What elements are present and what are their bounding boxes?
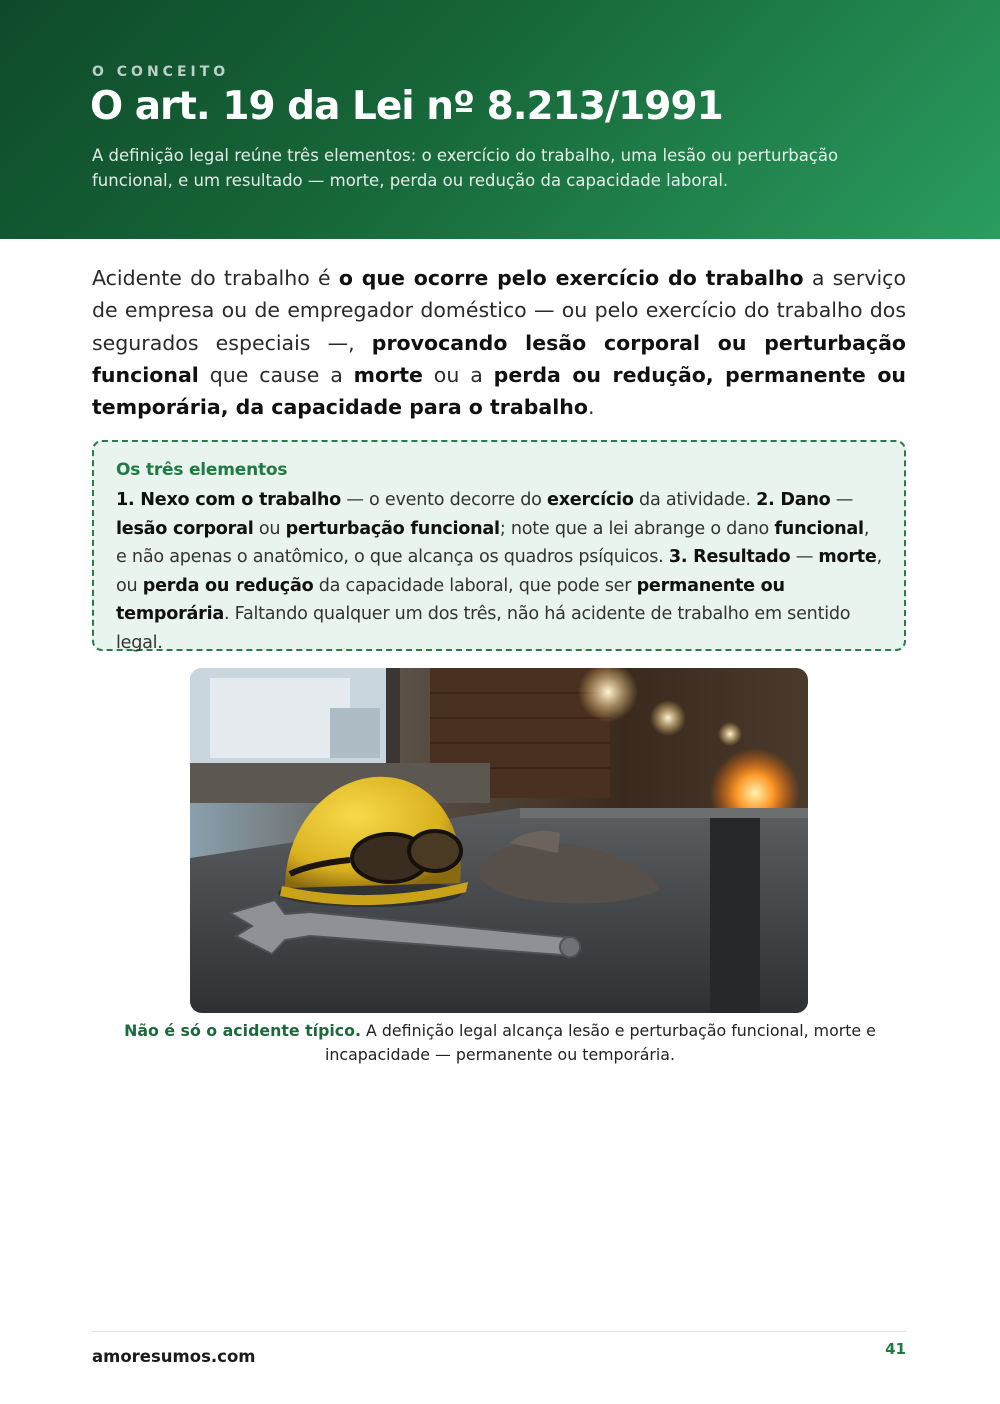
callout-body <box>116 486 884 657</box>
lead-text: que cause a <box>198 362 354 387</box>
three-elements-callout <box>92 440 906 651</box>
callout-emphasis: permanente ou temporária <box>116 575 785 624</box>
lead-text: Acidente do trabalho é <box>92 266 339 290</box>
lead-text: ou a <box>422 362 494 387</box>
chapter-header <box>0 0 1000 239</box>
callout-text: ou <box>253 518 286 539</box>
footer-divider <box>92 1331 906 1332</box>
caption-text: A definição legal alcança lesão e perturbação funcional, morte e incapacidade — permanente ou temporária. <box>325 1021 876 1064</box>
callout-emphasis: perturbação funcional <box>285 518 500 539</box>
caption-label: Não é só o acidente típico. <box>124 1021 362 1040</box>
callout-text: ; note que a lei abrange o dano <box>499 518 775 539</box>
callout-text: . Faltando qualquer um dos três, não há acidente de trabalho em sentido legal. <box>116 604 851 653</box>
figure-caption <box>120 1019 880 1067</box>
callout-text: , ou <box>116 547 882 596</box>
lead-emphasis: o que ocorre pelo exercício do trabalho <box>338 266 804 290</box>
callout-emphasis: exercício <box>547 490 634 510</box>
callout-emphasis: 3. Resultado <box>668 547 791 567</box>
footer-site-link[interactable]: amoresumos.com <box>92 1347 256 1366</box>
page-number: 41 <box>885 1340 906 1358</box>
lead-text: . <box>587 395 595 420</box>
callout-text: da atividade. <box>633 490 757 510</box>
callout-title: Os três elementos <box>116 460 288 480</box>
lead-emphasis: perda ou redução, permanente ou temporária, da capacidade para o trabalho <box>92 362 906 420</box>
callout-emphasis: funcional <box>774 518 864 539</box>
callout-emphasis: lesão corporal <box>116 518 254 539</box>
page-title: O art. 19 da Lei nº 8.213/1991 <box>90 84 723 129</box>
section-eyebrow: O CONCEITO <box>92 64 230 80</box>
callout-text: , e não apenas o anatômico, o que alcança os quadros psíquicos. <box>116 518 870 567</box>
lead-emphasis: provocando lesão corporal ou perturbação funcional <box>92 330 906 387</box>
lead-text: a serviço de empresa ou de empregador doméstico — ou pelo exercício do trabalho dos segurados especiais —, <box>92 266 906 355</box>
callout-emphasis: morte <box>818 547 877 567</box>
lead-paragraph <box>92 262 906 423</box>
lead-emphasis: morte <box>353 362 423 387</box>
callout-emphasis: 1. Nexo com o trabalho <box>116 490 342 510</box>
page-subtitle: A definição legal reúne três elementos: o exercício do trabalho, uma lesão ou perturbação funcional, e um resultado — morte, perda ou redução da capacidade laboral. <box>92 146 839 190</box>
callout-text: — <box>790 547 819 567</box>
workbench-illustration <box>190 668 808 1013</box>
callout-text: da capacidade laboral, que pode ser <box>313 575 637 596</box>
callout-emphasis: 2. Dano <box>756 490 831 510</box>
callout-text: — o evento decorre do <box>341 490 548 510</box>
workshop-photo <box>190 668 808 1013</box>
callout-text: — <box>830 490 854 510</box>
callout-emphasis: perda ou redução <box>142 575 314 596</box>
